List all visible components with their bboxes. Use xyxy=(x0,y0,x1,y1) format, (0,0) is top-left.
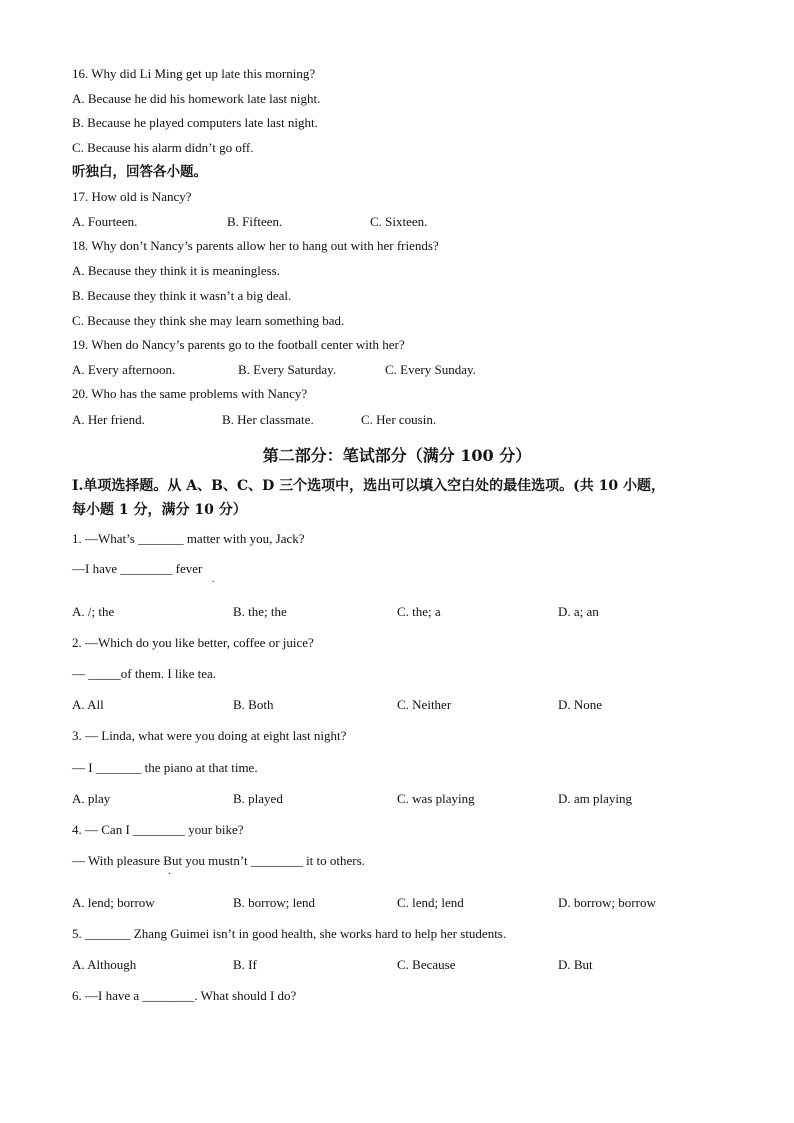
question-18-option-b: B. Because they think it wasn’t a big deal. xyxy=(72,288,292,303)
mc-2-option-a: A. All xyxy=(72,697,104,712)
question-20-option-b: B. Her classmate. xyxy=(222,412,314,427)
mc-4-option-d: D. borrow; borrow xyxy=(558,895,656,910)
mc-2-option-d: D. None xyxy=(558,697,603,712)
question-19-stem: 19. When do Nancy’s parents go to the football center with her? xyxy=(72,337,405,352)
mc-2-option-b: B. Both xyxy=(233,697,274,712)
mc-5-option-a: A. Although xyxy=(72,957,137,972)
mc-2-line-1: 2. —Which do you like better, coffee or juice? xyxy=(72,635,314,650)
mc-3-option-b: B. played xyxy=(233,791,283,806)
monologue-instruction: 听独白，回答各小题。 xyxy=(72,164,207,180)
mc-1-line-2: —I have ________ fever xyxy=(72,561,203,576)
mc-5-line-1: 5. _______ Zhang Guimei isn’t in good health, she works hard to help her students. xyxy=(72,926,507,941)
mc-3-option-d: D. am playing xyxy=(558,791,633,806)
question-20-stem: 20. Who has the same problems with Nancy? xyxy=(72,386,308,401)
mc-4-line-1: 4. — Can I ________ your bike? xyxy=(72,822,244,837)
mc-3-line-1: 3. — Linda, what were you doing at eight last night? xyxy=(72,728,347,743)
mc-2-option-c: C. Neither xyxy=(397,697,452,712)
mc-5-option-c: C. Because xyxy=(397,957,456,972)
mc-5-option-d: D. But xyxy=(558,957,593,972)
mc-6-line-1: 6. —I have a ________. What should I do? xyxy=(72,988,297,1003)
question-19-option-c: C. Every Sunday. xyxy=(385,362,476,377)
stray-dot: . xyxy=(212,574,215,585)
question-16-option-b: B. Because he played computers late last night. xyxy=(72,115,318,130)
mc-1-line-1: 1. —What’s _______ matter with you, Jack? xyxy=(72,531,305,546)
question-17-option-a: A. Fourteen. xyxy=(72,214,138,229)
mc-1-option-d: D. a; an xyxy=(558,604,599,619)
section-1-instruction-line-1: I.单项选择题。从 A、B、C、D 三个选项中，选出可以填入空白处的最佳选项。(共 10 小题， xyxy=(72,478,666,494)
question-18-option-a: A. Because they think it is meaningless. xyxy=(72,263,280,278)
mc-4-option-b: B. borrow; lend xyxy=(233,895,315,910)
question-18-option-c: C. Because they think she may learn something bad. xyxy=(72,313,345,328)
question-16-option-a: A. Because he did his homework late last night. xyxy=(72,91,321,106)
question-16-option-c: C. Because his alarm didn’t go off. xyxy=(72,140,254,155)
mc-4-option-c: C. lend; lend xyxy=(397,895,464,910)
part-2-title: 第二部分：笔试部分（满分 100 分） xyxy=(262,446,532,465)
mc-3-line-2: — I _______ the piano at that time. xyxy=(72,760,258,775)
mc-1-option-c: C. the; a xyxy=(397,604,441,619)
question-17-stem: 17. How old is Nancy? xyxy=(72,189,192,204)
mc-4-option-a: A. lend; borrow xyxy=(72,895,155,910)
question-20-option-a: A. Her friend. xyxy=(72,412,145,427)
mc-1-option-b: B. the; the xyxy=(233,604,287,619)
mc-3-option-c: C. was playing xyxy=(397,791,475,806)
question-19-option-b: B. Every Saturday. xyxy=(238,362,337,377)
question-19-option-a: A. Every afternoon. xyxy=(72,362,176,377)
mc-1-option-a: A. /; the xyxy=(72,604,115,619)
question-17-option-c: C. Sixteen. xyxy=(370,214,428,229)
question-17-option-b: B. Fifteen. xyxy=(227,214,283,229)
section-1-instruction-line-2: 每小题 1 分，满分 10 分） xyxy=(72,502,247,518)
mc-4-line-2: — With pleasure But you mustn’t ________ it to others. xyxy=(72,853,365,868)
question-20-option-c: C. Her cousin. xyxy=(361,412,437,427)
mc-5-option-b: B. If xyxy=(233,957,257,972)
stray-dot: . xyxy=(168,866,171,877)
question-16-stem: 16. Why did Li Ming get up late this morning? xyxy=(72,66,316,81)
mc-3-option-a: A. play xyxy=(72,791,111,806)
question-18-stem: 18. Why don’t Nancy’s parents allow her to hang out with her friends? xyxy=(72,238,439,253)
mc-2-line-2: — _____of them. I like tea. xyxy=(72,666,217,681)
